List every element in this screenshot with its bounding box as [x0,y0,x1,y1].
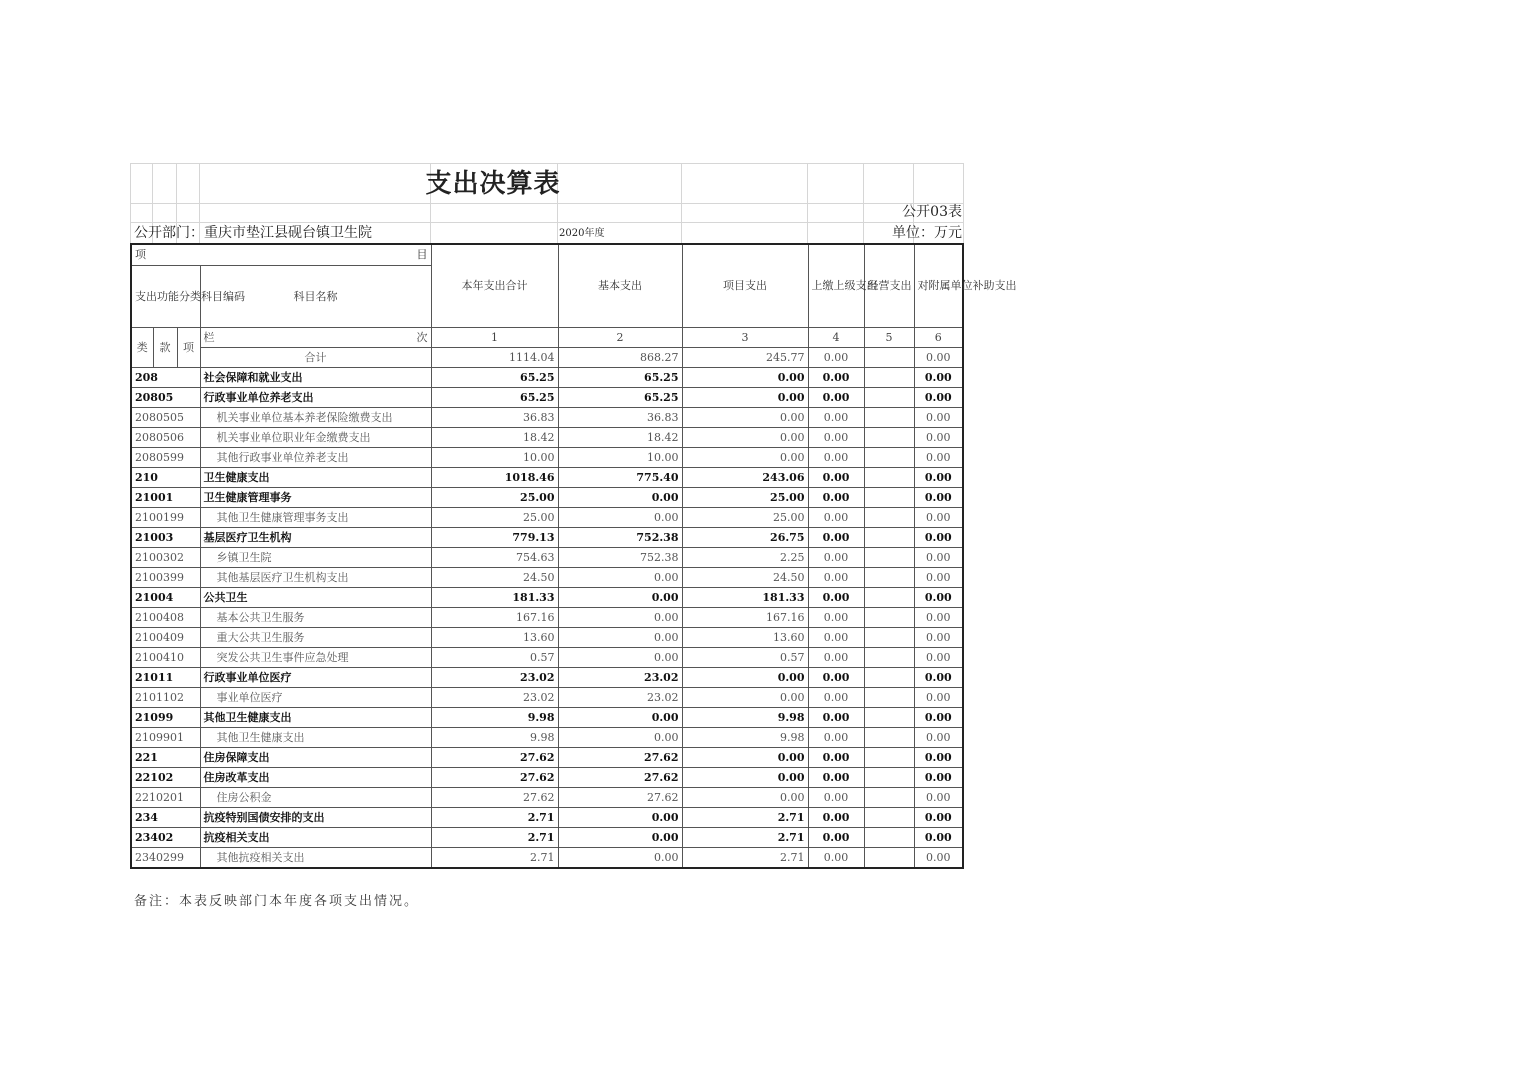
row-code: 21099 [131,707,200,727]
row-upper: 0.00 [808,687,864,707]
row-total: 10.00 [431,447,558,467]
row-subsidy: 0.00 [914,407,963,427]
row-code: 2080505 [131,407,200,427]
row-project: 2.71 [682,827,808,847]
page-title: 支出决算表 [425,169,561,199]
header-xiangmu-cell [131,244,431,265]
row-business [864,447,914,467]
row-subsidy: 0.00 [914,547,963,567]
column-number-row [131,327,963,347]
table-row [131,367,963,387]
row-business [864,607,914,627]
row-upper: 0.00 [808,587,864,607]
row-name: 乡镇卫生院 [200,547,431,567]
table-body [131,367,963,868]
table-row [131,707,963,727]
row-code: 208 [131,367,200,387]
table-row [131,747,963,767]
row-total: 25.00 [431,507,558,527]
row-subsidy: 0.00 [914,667,963,687]
row-business [864,587,914,607]
row-upper: 0.00 [808,807,864,827]
row-upper: 0.00 [808,707,864,727]
row-basic: 752.38 [558,547,682,567]
row-total: 65.25 [431,387,558,407]
row-project: 2.71 [682,807,808,827]
row-code: 21011 [131,667,200,687]
table-row [131,807,963,827]
row-total: 779.13 [431,527,558,547]
row-business [864,427,914,447]
row-code: 2100408 [131,607,200,627]
table-row [131,567,963,587]
row-business [864,407,914,427]
row-subsidy: 0.00 [914,767,963,787]
unit-label: 单位：万元 [892,225,962,241]
row-upper: 0.00 [808,627,864,647]
row-basic: 0.00 [558,587,682,607]
row-code: 2100410 [131,647,200,667]
row-code: 234 [131,807,200,827]
footnote: 备注：本表反映部门本年度各项支出情况。 [134,894,420,909]
total-basic: 868.27 [558,347,682,367]
row-subsidy: 0.00 [914,647,963,667]
row-project: 24.50 [682,567,808,587]
row-project: 2.25 [682,547,808,567]
row-basic: 27.62 [558,747,682,767]
table-row [131,827,963,847]
row-business [864,767,914,787]
row-code: 2101102 [131,687,200,707]
row-upper: 0.00 [808,387,864,407]
row-upper: 0.00 [808,507,864,527]
header-name: 科目名称 [200,265,431,327]
row-business [864,827,914,847]
row-basic: 27.62 [558,787,682,807]
row-project: 2.71 [682,847,808,868]
row-project: 9.98 [682,727,808,747]
row-code: 2080599 [131,447,200,467]
row-code: 20805 [131,387,200,407]
row-subsidy: 0.00 [914,847,963,868]
row-subsidy: 0.00 [914,527,963,547]
row-business [864,367,914,387]
row-business [864,387,914,407]
row-project: 0.00 [682,387,808,407]
table-row [131,487,963,507]
row-name: 其他基层医疗卫生机构支出 [200,567,431,587]
row-business [864,487,914,507]
row-basic: 36.83 [558,407,682,427]
row-total: 36.83 [431,407,558,427]
colno-6: 6 [914,327,963,347]
row-name: 住房保障支出 [200,747,431,767]
row-name: 重大公共卫生服务 [200,627,431,647]
header-xiang2: 项 [177,327,200,367]
row-business [864,507,914,527]
row-business [864,687,914,707]
row-code: 2080506 [131,427,200,447]
row-basic: 0.00 [558,507,682,527]
table-row [131,527,963,547]
row-upper: 0.00 [808,527,864,547]
row-code: 22102 [131,767,200,787]
row-project: 0.00 [682,747,808,767]
header-ci: 次 [416,330,428,344]
header-lan: 栏 [203,330,215,344]
header-xiang: 项 [135,248,146,262]
expenditure-table [130,243,1017,869]
total-upper: 0.00 [808,347,864,367]
row-basic: 0.00 [558,487,682,507]
table-row [131,587,963,607]
row-upper: 0.00 [808,447,864,467]
row-basic: 23.02 [558,687,682,707]
row-code: 2100399 [131,567,200,587]
row-upper: 0.00 [808,827,864,847]
row-code: 221 [131,747,200,767]
total-total: 1114.04 [431,347,558,367]
colno-5: 5 [864,327,914,347]
row-basic: 0.00 [558,647,682,667]
row-business [864,727,914,747]
row-total: 24.50 [431,567,558,587]
row-code: 2100199 [131,507,200,527]
table-row [131,787,963,807]
row-business [864,787,914,807]
table-row [131,607,963,627]
table-row [131,427,963,447]
header-row-top [131,244,963,265]
row-subsidy: 0.00 [914,367,963,387]
row-upper: 0.00 [808,667,864,687]
table-row [131,547,963,567]
row-code: 23402 [131,827,200,847]
total-business [864,347,914,367]
row-code: 210 [131,467,200,487]
row-subsidy: 0.00 [914,627,963,647]
row-name: 其他行政事业单位养老支出 [200,447,431,467]
row-basic: 775.40 [558,467,682,487]
row-upper: 0.00 [808,427,864,447]
table-row [131,627,963,647]
row-project: 243.06 [682,467,808,487]
header-code: 支出功能分类科目编码 [131,265,200,327]
row-subsidy: 0.00 [914,487,963,507]
row-upper: 0.00 [808,547,864,567]
row-basic: 65.25 [558,387,682,407]
row-basic: 0.00 [558,727,682,747]
header-total: 本年支出合计 [431,244,558,327]
row-total: 27.62 [431,747,558,767]
row-project: 0.00 [682,447,808,467]
table-row [131,767,963,787]
row-basic: 0.00 [558,627,682,647]
header-business: 经营支出 [864,244,914,327]
row-basic: 10.00 [558,447,682,467]
row-upper: 0.00 [808,487,864,507]
row-subsidy: 0.00 [914,387,963,407]
row-project: 0.00 [682,407,808,427]
row-code: 21001 [131,487,200,507]
row-project: 26.75 [682,527,808,547]
row-business [864,707,914,727]
header-basic: 基本支出 [558,244,682,327]
row-code: 2109901 [131,727,200,747]
row-basic: 0.00 [558,847,682,868]
row-subsidy: 0.00 [914,447,963,467]
row-project: 25.00 [682,507,808,527]
colno-2: 2 [558,327,682,347]
table-row [131,727,963,747]
row-total: 25.00 [431,487,558,507]
row-total: 18.42 [431,427,558,447]
row-business [864,647,914,667]
table-row [131,467,963,487]
header-mu: 目 [416,248,428,262]
row-subsidy: 0.00 [914,587,963,607]
row-project: 13.60 [682,627,808,647]
row-name: 基本公共卫生服务 [200,607,431,627]
total-label: 合计 [200,347,431,367]
row-total: 754.63 [431,547,558,567]
row-name: 事业单位医疗 [200,687,431,707]
row-total: 2.71 [431,827,558,847]
header-project: 项目支出 [682,244,808,327]
row-total: 13.60 [431,627,558,647]
row-subsidy: 0.00 [914,787,963,807]
row-project: 0.00 [682,367,808,387]
row-business [864,747,914,767]
row-code: 21003 [131,527,200,547]
row-name: 基层医疗卫生机构 [200,527,431,547]
row-basic: 0.00 [558,567,682,587]
row-total: 23.02 [431,667,558,687]
row-project: 0.57 [682,647,808,667]
table-row [131,667,963,687]
row-name: 住房改革支出 [200,767,431,787]
table-row [131,847,963,868]
row-basic: 752.38 [558,527,682,547]
row-total: 2.71 [431,807,558,827]
row-upper: 0.00 [808,467,864,487]
row-total: 27.62 [431,767,558,787]
row-business [864,527,914,547]
row-basic: 27.62 [558,767,682,787]
table-row [131,687,963,707]
row-basic: 23.02 [558,667,682,687]
row-project: 0.00 [682,427,808,447]
row-basic: 65.25 [558,367,682,387]
row-code: 21004 [131,587,200,607]
row-subsidy: 0.00 [914,467,963,487]
row-project: 0.00 [682,667,808,687]
row-project: 167.16 [682,607,808,627]
colno-1: 1 [431,327,558,347]
row-code: 2340299 [131,847,200,868]
row-subsidy: 0.00 [914,507,963,527]
row-subsidy: 0.00 [914,607,963,627]
header-lei: 类 [131,327,153,367]
row-total: 167.16 [431,607,558,627]
row-code: 2210201 [131,787,200,807]
row-project: 0.00 [682,767,808,787]
row-name: 突发公共卫生事件应急处理 [200,647,431,667]
row-name: 其他抗疫相关支出 [200,847,431,868]
row-upper: 0.00 [808,787,864,807]
row-subsidy: 0.00 [914,427,963,447]
row-basic: 18.42 [558,427,682,447]
row-upper: 0.00 [808,567,864,587]
form-number: 公开03表 [902,204,962,220]
row-subsidy: 0.00 [914,727,963,747]
row-total: 1018.46 [431,467,558,487]
table-row [131,387,963,407]
row-total: 9.98 [431,707,558,727]
row-total: 65.25 [431,367,558,387]
total-row [131,347,963,367]
row-project: 0.00 [682,787,808,807]
header-upper: 上缴上级支出 [808,244,864,327]
row-name: 行政事业单位医疗 [200,667,431,687]
row-business [864,547,914,567]
row-upper: 0.00 [808,607,864,627]
row-upper: 0.00 [808,367,864,387]
department-label: 公开部门：重庆市垫江县砚台镇卫生院 [134,225,372,241]
row-project: 9.98 [682,707,808,727]
row-total: 9.98 [431,727,558,747]
total-subsidy: 0.00 [914,347,963,367]
row-basic: 0.00 [558,807,682,827]
row-project: 25.00 [682,487,808,507]
row-name: 机关事业单位基本养老保险缴费支出 [200,407,431,427]
row-total: 23.02 [431,687,558,707]
fiscal-year: 2020年度 [559,228,605,239]
table-row [131,647,963,667]
row-upper: 0.00 [808,767,864,787]
row-basic: 0.00 [558,707,682,727]
header-subsidy: 对附属单位补助支出 [914,244,963,327]
row-upper: 0.00 [808,727,864,747]
table-row [131,447,963,467]
row-upper: 0.00 [808,747,864,767]
row-name: 卫生健康支出 [200,467,431,487]
row-name: 公共卫生 [200,587,431,607]
row-basic: 0.00 [558,827,682,847]
header-kuan: 款 [153,327,177,367]
row-code: 2100409 [131,627,200,647]
row-business [864,627,914,647]
row-subsidy: 0.00 [914,687,963,707]
row-subsidy: 0.00 [914,567,963,587]
row-name: 其他卫生健康支出 [200,727,431,747]
row-total: 2.71 [431,847,558,868]
row-total: 181.33 [431,587,558,607]
row-name: 机关事业单位职业年金缴费支出 [200,427,431,447]
row-name: 其他卫生健康支出 [200,707,431,727]
row-project: 181.33 [682,587,808,607]
row-basic: 0.00 [558,607,682,627]
table-row [131,407,963,427]
row-name: 抗疫相关支出 [200,827,431,847]
table-row [131,507,963,527]
row-name: 抗疫特别国债安排的支出 [200,807,431,827]
row-upper: 0.00 [808,647,864,667]
row-name: 行政事业单位养老支出 [200,387,431,407]
colno-4: 4 [808,327,864,347]
row-subsidy: 0.00 [914,747,963,767]
row-name: 社会保障和就业支出 [200,367,431,387]
row-name: 其他卫生健康管理事务支出 [200,507,431,527]
total-project: 245.77 [682,347,808,367]
row-total: 0.57 [431,647,558,667]
row-name: 住房公积金 [200,787,431,807]
row-total: 27.62 [431,787,558,807]
row-upper: 0.00 [808,847,864,868]
row-name: 卫生健康管理事务 [200,487,431,507]
row-business [864,807,914,827]
row-subsidy: 0.00 [914,807,963,827]
row-subsidy: 0.00 [914,707,963,727]
row-code: 2100302 [131,547,200,567]
row-project: 0.00 [682,687,808,707]
row-business [864,567,914,587]
row-business [864,467,914,487]
row-business [864,847,914,868]
row-subsidy: 0.00 [914,827,963,847]
colno-3: 3 [682,327,808,347]
row-upper: 0.00 [808,407,864,427]
row-business [864,667,914,687]
